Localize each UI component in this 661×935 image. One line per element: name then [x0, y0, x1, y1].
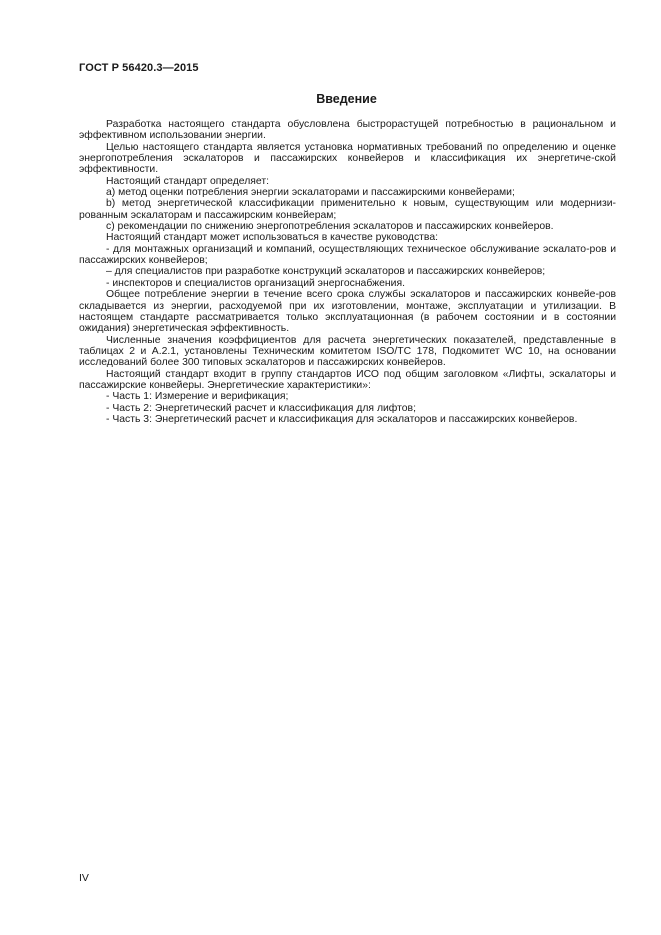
paragraph-guidance: Настоящий стандарт может использоваться в качестве руководства:	[106, 232, 438, 244]
section-title: Введение	[316, 92, 377, 106]
paragraph-coefficients: Численные значения коэффициентов для расчета энергетических показателей, представленные в таблицах 2 и А.2.1, установлены Техническим комитетом ISO/TC 178, Подкомитет WC 10, на основании исследований более 300 типовых эскалаторов и пассажирских конвейеров.	[79, 334, 616, 369]
list-item-part-3: - Часть 3: Энергетический расчет и классификация для эскалаторов и пассажирских конвейеров.	[106, 413, 578, 425]
list-item-installers: - для монтажных организаций и компаний, осуществляющих техническое обслуживание эскалато-ров и пассажирских конвейеров;	[79, 243, 616, 267]
list-item-part-1: - Часть 1: Измерение и верификация;	[106, 391, 289, 403]
list-item-designers: – для специалистов при разработке конструкций эскалаторов и пассажирских конвейеров;	[106, 266, 546, 278]
list-item-c: c) рекомендации по снижению энергопотребления эскалаторов и пассажирских конвейеров.	[106, 221, 554, 233]
paragraph-purpose: Целью настоящего стандарта является установка нормативных требований по определению и оценке энергопотребления эскалаторов и пассажирских конвейеров и классификация их энергетиче-ской эффективности.	[79, 141, 616, 176]
list-item-b: b) метод энергетической классификации применительно к новым, существующим или модернизи-рованным эскалаторам и пассажирским конвейерам;	[79, 198, 616, 221]
list-item-part-2: - Часть 2: Энергетический расчет и классификация для лифтов;	[106, 402, 416, 414]
paragraph-energy-lifecycle: Общее потребление энергии в течение всего срока службы эскалаторов и пассажирских конвейе-ров складывается из энергии, расходуемой при их изготовлении, монтаже, эксплуатации и утилизации. В настоящем стандарте рассматривается только эксплуатационная (в рабочем состоянии и в состоянии ожидания) энергетическая эффективность.	[79, 289, 616, 335]
list-item-a: a) метод оценки потребления энергии эскалаторами и пассажирскими конвейерами;	[106, 187, 515, 199]
document-header-id: ГОСТ Р 56420.3—2015	[79, 62, 199, 74]
document-body	[79, 119, 616, 425]
page-number: IV	[79, 872, 89, 884]
paragraph-intro: Разработка настоящего стандарта обусловлена быстрорастущей потребностью в рациональном и эффективном использовании энергии.	[79, 119, 616, 142]
paragraph-defines: Настоящий стандарт определяет:	[106, 175, 269, 187]
list-item-inspectors: - инспекторов и специалистов организаций энергоснабжения.	[106, 277, 405, 289]
paragraph-series: Настоящий стандарт входит в группу стандартов ИСО под общим заголовком «Лифты, эскалаторы и пассажирские конвейеры. Энергетические характеристики»:	[79, 368, 616, 391]
